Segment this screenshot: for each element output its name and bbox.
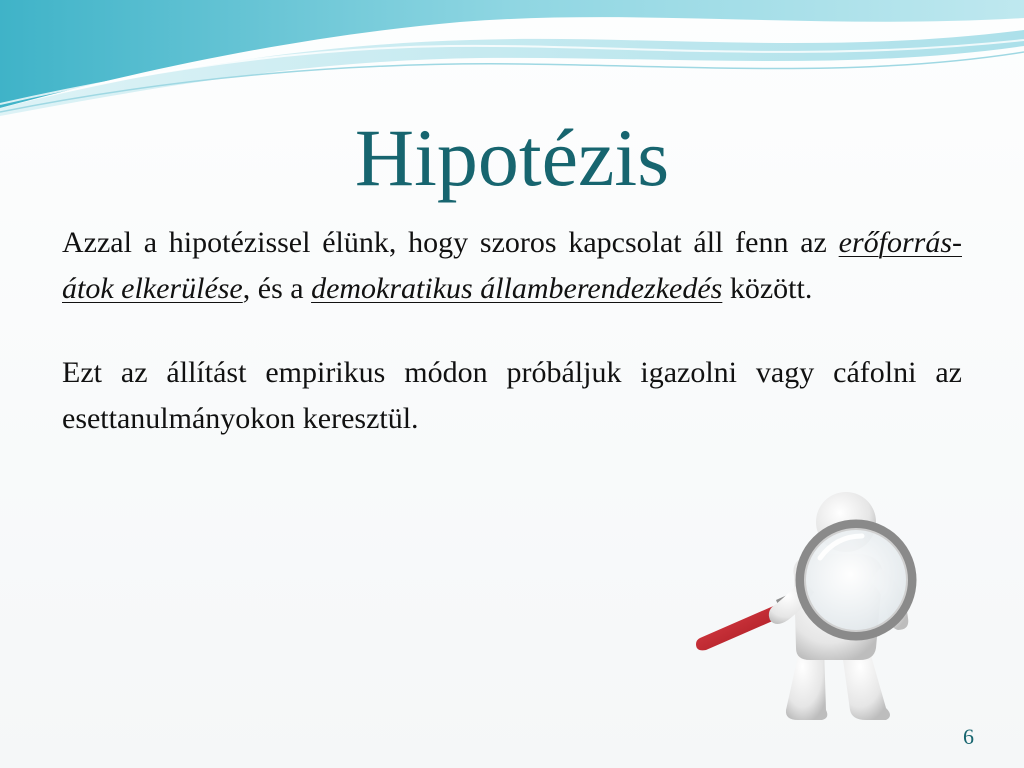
paragraph-1-text-c: között. bbox=[722, 272, 813, 305]
paragraph-2: Ezt az állítást empirikus módon próbáljuk igazolni vagy cáfolni az esettanulmányokon keresztül. bbox=[62, 356, 962, 435]
slide-title: Hipotézis bbox=[354, 112, 670, 203]
emphasis-democratic-state: demokratikus államberendezkedés bbox=[311, 272, 723, 305]
emphasis-resource-curse: erőforrás-átok elkerülése bbox=[62, 226, 962, 305]
header-wave-decoration bbox=[0, 0, 1024, 120]
magnifying-glass-figure-icon bbox=[690, 488, 950, 728]
paragraph-1-text-a: Azzal a hipotézissel élünk, hogy szoros kapcsolat áll fenn az bbox=[62, 226, 839, 259]
paragraph-1-text-b: , és a bbox=[242, 272, 312, 305]
page-number: 6 bbox=[963, 724, 974, 749]
slide-body bbox=[62, 220, 962, 442]
paragraph-1 bbox=[62, 220, 962, 312]
